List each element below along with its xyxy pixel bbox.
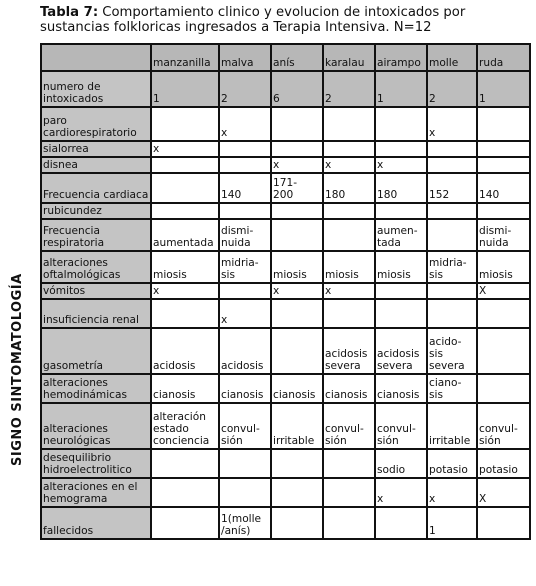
row-label: Frecuencia respiratoria: [41, 219, 151, 251]
table-cell: [323, 478, 375, 507]
table-row: [41, 107, 530, 141]
table-cell: [151, 107, 219, 141]
table-row: [41, 219, 530, 251]
table-cell: [271, 203, 323, 219]
table-row: [41, 299, 530, 328]
table-cell: [151, 173, 219, 203]
table-cell: [323, 507, 375, 539]
table-cell: 180: [323, 173, 375, 203]
row-label: desequilibrio hidroelectrolitico: [41, 449, 151, 478]
table-cell: 140: [219, 173, 271, 203]
table-cell: [427, 141, 477, 157]
table-cell: 2: [323, 71, 375, 107]
table-cell: [271, 478, 323, 507]
table-cell: miosis: [151, 251, 219, 283]
table-cell: [271, 507, 323, 539]
table-cell: miosis: [323, 251, 375, 283]
table-row: [41, 374, 530, 403]
table-cell: 180: [375, 173, 427, 203]
table-body: [41, 44, 530, 539]
table-cell: ciano- sis: [427, 374, 477, 403]
column-header: ruda: [477, 44, 530, 71]
table-row: [41, 449, 530, 478]
row-label: gasometría: [41, 328, 151, 374]
table-cell: 1: [151, 71, 219, 107]
row-label: alteraciones en el hemograma: [41, 478, 151, 507]
table-cell: [427, 219, 477, 251]
table-cell: [323, 299, 375, 328]
table-cell: acidosis: [151, 328, 219, 374]
table-cell: 1(molle /anís): [219, 507, 271, 539]
table-row: [41, 283, 530, 299]
table-cell: [375, 299, 427, 328]
table-cell: X: [477, 283, 530, 299]
table-cell: 1: [477, 71, 530, 107]
table-cell: convul- sión: [323, 403, 375, 449]
table-row: [41, 507, 530, 539]
table-cell: 1: [427, 507, 477, 539]
table-cell: miosis: [477, 251, 530, 283]
column-header: anís: [271, 44, 323, 71]
table-row: [41, 141, 530, 157]
table-cell: x: [151, 283, 219, 299]
header-corner: [41, 44, 151, 71]
table-cell: 6: [271, 71, 323, 107]
table-cell: [219, 157, 271, 173]
table-cell: potasio: [477, 449, 530, 478]
table-cell: acidosis: [219, 328, 271, 374]
table-cell: [477, 141, 530, 157]
table-cell: [375, 507, 427, 539]
table-cell: X: [477, 478, 530, 507]
table-cell: midria- sis: [427, 251, 477, 283]
table-cell: [151, 507, 219, 539]
table-cell: [375, 107, 427, 141]
column-header: manzanilla: [151, 44, 219, 71]
table-cell: [375, 283, 427, 299]
row-label: rubicundez: [41, 203, 151, 219]
table-cell: x: [323, 157, 375, 173]
table-row: [41, 251, 530, 283]
table-cell: dismi- nuida: [477, 219, 530, 251]
table-cell: 171- 200: [271, 173, 323, 203]
table-cell: convul- sión: [219, 403, 271, 449]
table-cell: [477, 107, 530, 141]
table-row: [41, 403, 530, 449]
table-cell: [477, 507, 530, 539]
table-cell: miosis: [375, 251, 427, 283]
table-cell: [477, 203, 530, 219]
table-cell: [219, 478, 271, 507]
table-cell: [271, 299, 323, 328]
table-cell: [271, 328, 323, 374]
table-cell: 152: [427, 173, 477, 203]
table-cell: x: [323, 283, 375, 299]
table-cell: [427, 157, 477, 173]
caption-text: Comportamiento clinico y evolucion de intoxicados por sustancias folkloricas ingresados a Terapia Intensiva. N=12: [40, 5, 466, 35]
table-cell: [151, 478, 219, 507]
row-label: disnea: [41, 157, 151, 173]
table-cell: [323, 219, 375, 251]
table-cell: sodio: [375, 449, 427, 478]
table-cell: cianosis: [375, 374, 427, 403]
column-header: airampo: [375, 44, 427, 71]
header-row: [41, 44, 530, 71]
column-header: molle: [427, 44, 477, 71]
column-header: karalau: [323, 44, 375, 71]
table-cell: [271, 219, 323, 251]
table-cell: dismi- nuida: [219, 219, 271, 251]
table-cell: [271, 141, 323, 157]
table-cell: [323, 449, 375, 478]
table-cell: irritable: [427, 403, 477, 449]
table-cell: 140: [477, 173, 530, 203]
table-cell: [219, 449, 271, 478]
table-caption: [40, 5, 534, 35]
table-cell: [151, 157, 219, 173]
table-cell: [477, 374, 530, 403]
table-cell: aumentada: [151, 219, 219, 251]
table-cell: 1: [375, 71, 427, 107]
row-label: numero de intoxicados: [41, 71, 151, 107]
table-cell: x: [427, 107, 477, 141]
table-cell: convul- sión: [477, 403, 530, 449]
table-cell: [151, 449, 219, 478]
table-cell: x: [271, 283, 323, 299]
table-cell: alteración estado conciencia: [151, 403, 219, 449]
table-cell: [151, 299, 219, 328]
table-cell: [477, 328, 530, 374]
row-label: alteraciones hemodinámicas: [41, 374, 151, 403]
row-label: fallecidos: [41, 507, 151, 539]
row-label: alteraciones oftalmológicas: [41, 251, 151, 283]
table-cell: [219, 203, 271, 219]
table-cell: irritable: [271, 403, 323, 449]
table-cell: cianosis: [151, 374, 219, 403]
table-cell: x: [271, 157, 323, 173]
table-row: [41, 71, 530, 107]
row-label: sialorrea: [41, 141, 151, 157]
table-cell: [219, 141, 271, 157]
table-cell: miosis: [271, 251, 323, 283]
table-cell: [323, 203, 375, 219]
table-cell: midria- sis: [219, 251, 271, 283]
table-cell: [151, 203, 219, 219]
caption-prefix: Tabla 7:: [40, 5, 99, 20]
table-cell: acidosis severa: [375, 328, 427, 374]
table-row: [41, 328, 530, 374]
table-cell: x: [427, 478, 477, 507]
table-cell: [219, 283, 271, 299]
table-cell: x: [219, 107, 271, 141]
table-row: [41, 478, 530, 507]
side-label-text: SIGNO SINTOMATOLOGÍA: [10, 273, 25, 467]
table-cell: [271, 449, 323, 478]
table-row: [41, 173, 530, 203]
table-cell: [427, 299, 477, 328]
table-cell: x: [375, 157, 427, 173]
table-cell: [375, 203, 427, 219]
row-label: insuficiencia renal: [41, 299, 151, 328]
table-cell: x: [219, 299, 271, 328]
row-label: Frecuencia cardiaca: [41, 173, 151, 203]
table-cell: [375, 141, 427, 157]
table-cell: [477, 157, 530, 173]
symptoms-table: [40, 43, 531, 540]
table-cell: [427, 283, 477, 299]
table-row: [41, 157, 530, 173]
row-label: vómitos: [41, 283, 151, 299]
table-cell: cianosis: [323, 374, 375, 403]
table-cell: potasio: [427, 449, 477, 478]
table-cell: x: [151, 141, 219, 157]
table-cell: [477, 299, 530, 328]
table-cell: [323, 107, 375, 141]
column-header: malva: [219, 44, 271, 71]
table-row: [41, 203, 530, 219]
table-cell: 2: [219, 71, 271, 107]
table-cell: aumen- tada: [375, 219, 427, 251]
table-cell: convul- sión: [375, 403, 427, 449]
table-cell: [427, 203, 477, 219]
table-cell: acido- sis severa: [427, 328, 477, 374]
table-cell: 2: [427, 71, 477, 107]
row-label: paro cardiorespiratorio: [41, 107, 151, 141]
table-cell: cianosis: [219, 374, 271, 403]
table-cell: cianosis: [271, 374, 323, 403]
table-cell: [323, 141, 375, 157]
table-cell: [271, 107, 323, 141]
table-cell: x: [375, 478, 427, 507]
table-cell: acidosis severa: [323, 328, 375, 374]
row-label: alteraciones neurológicas: [41, 403, 151, 449]
